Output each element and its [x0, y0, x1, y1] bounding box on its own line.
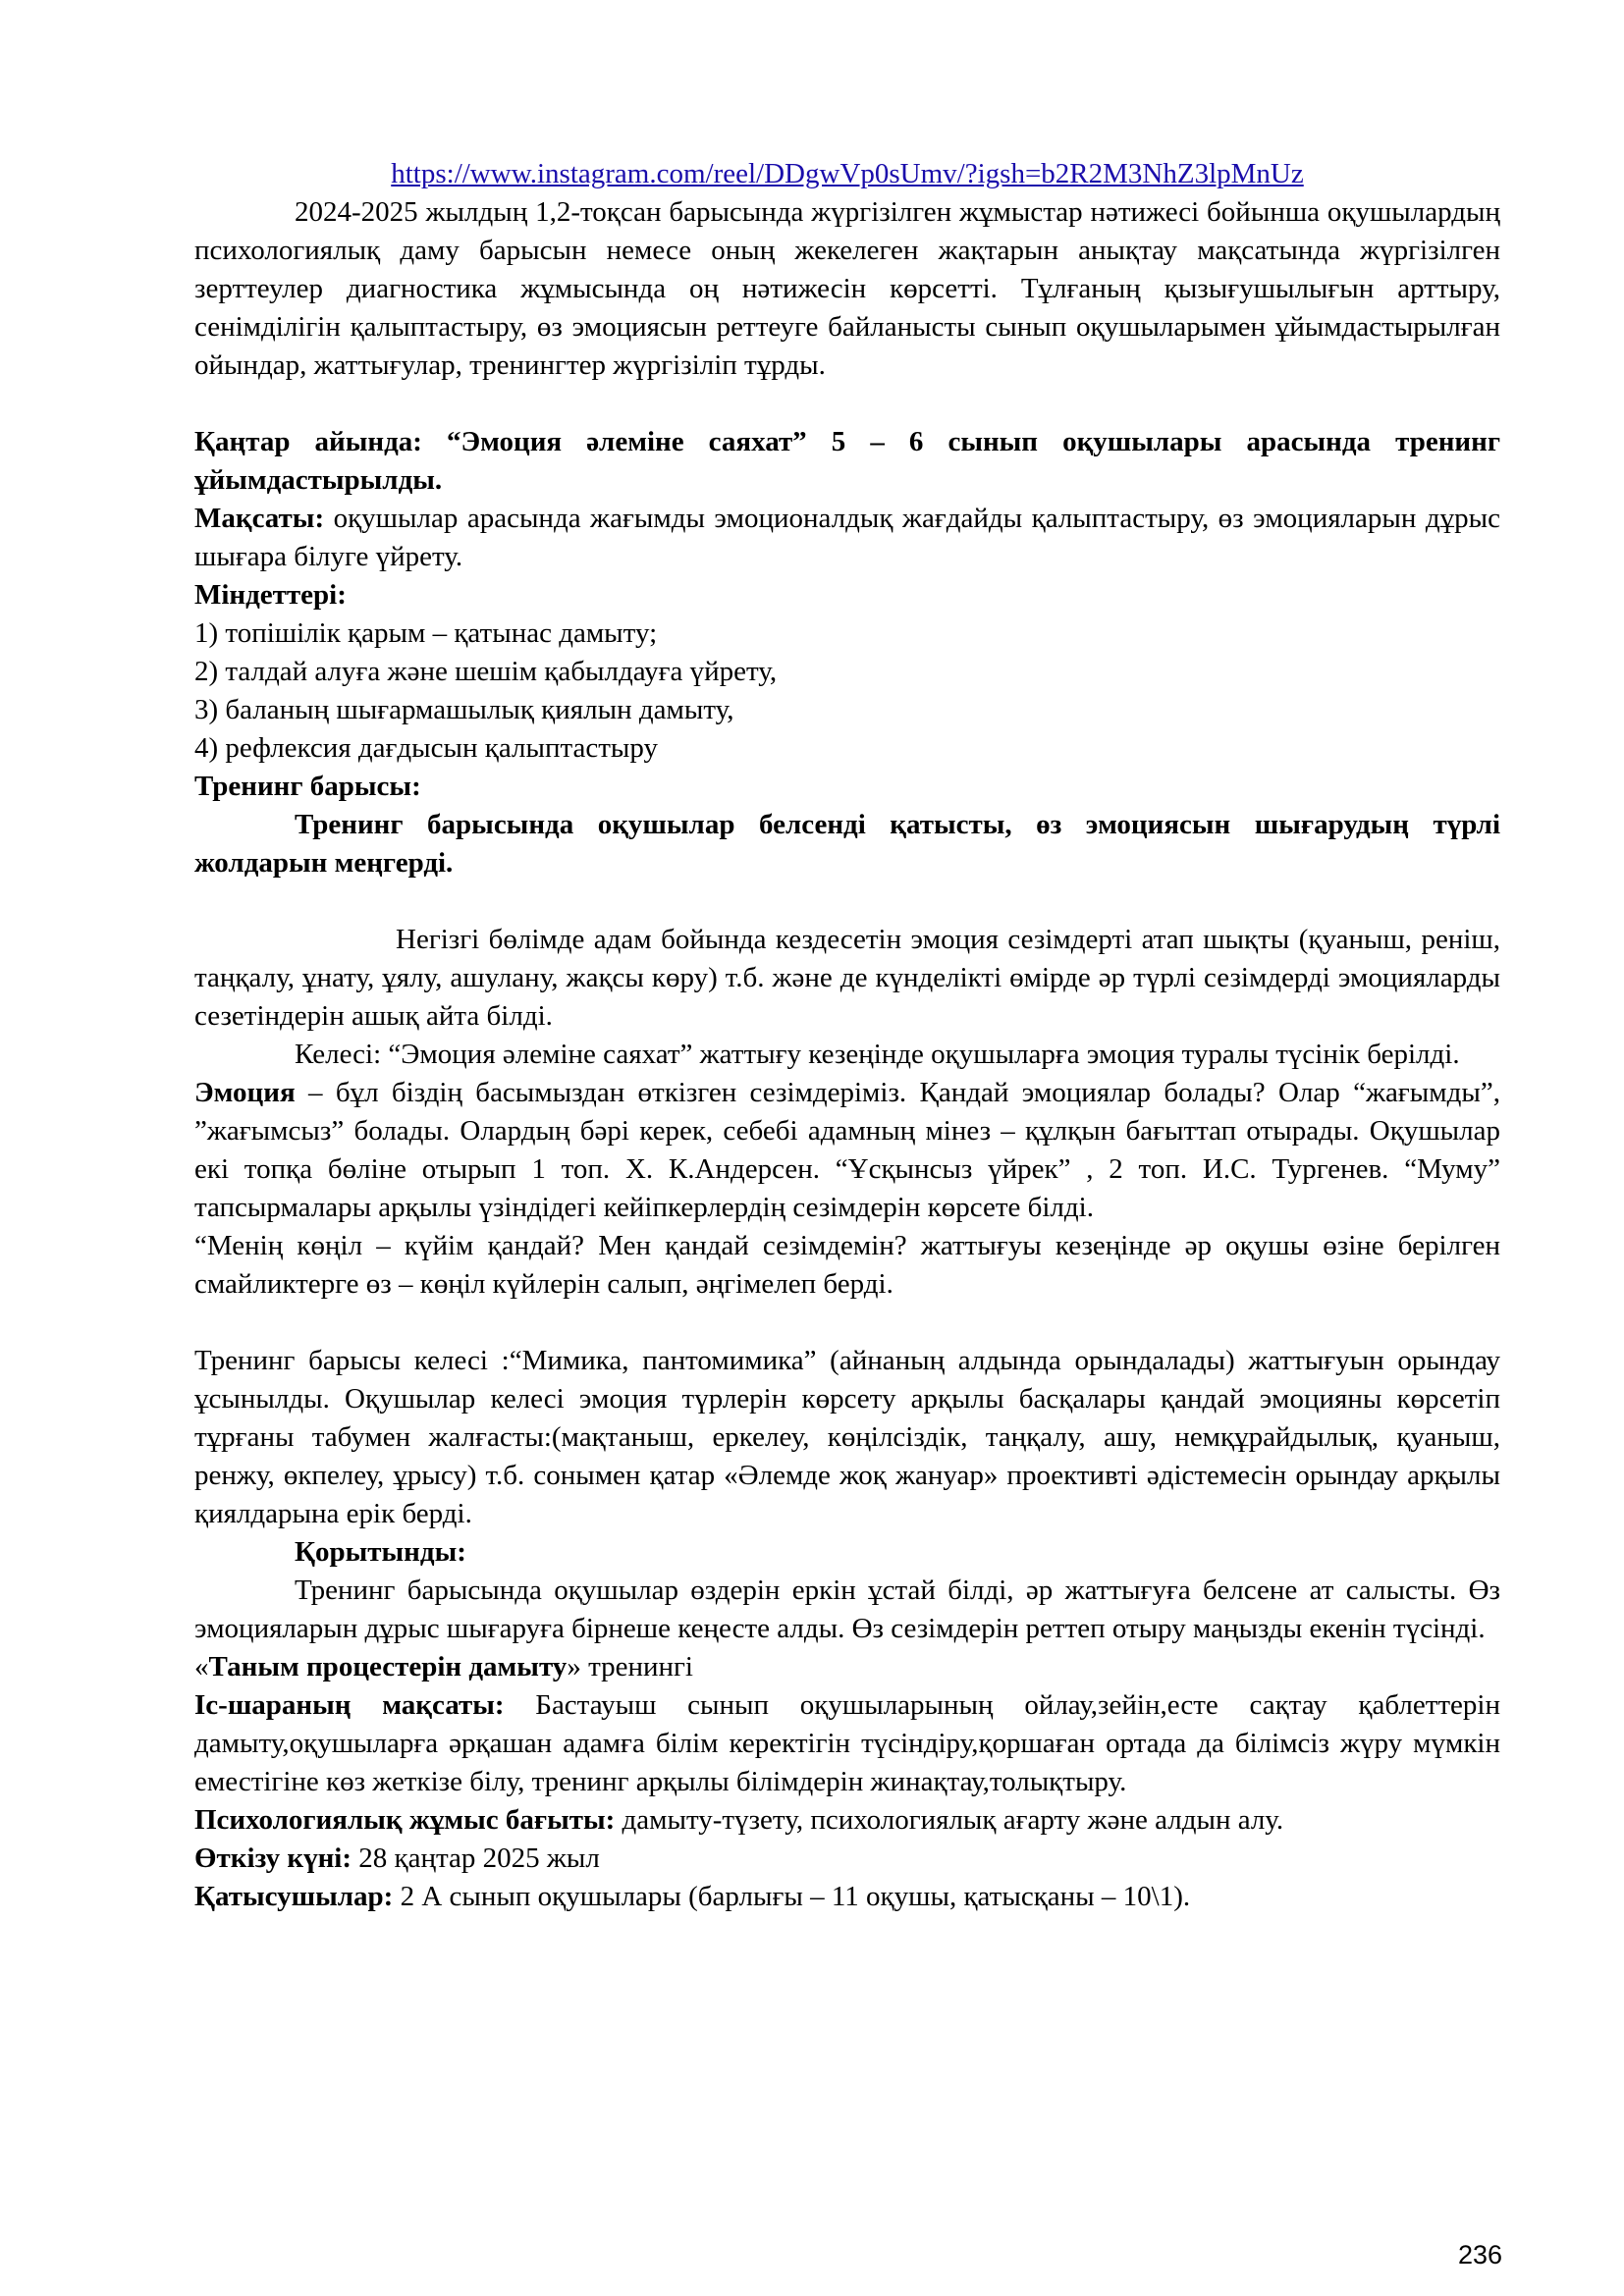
participants-paragraph — [194, 1878, 1500, 1916]
emotion-label: Эмоция — [194, 1077, 296, 1108]
direction-label: Психологиялық жұмыс бағыты: — [194, 1804, 616, 1836]
next-paragraph: Келесі: “Эмоция әлеміне саяхат” жаттығу кезеңінде оқушыларға эмоция туралы түсінік берілді. — [295, 1039, 1460, 1070]
emotion-paragraph — [194, 1074, 1500, 1227]
goal-paragraph — [194, 500, 1500, 576]
task-item: 3) баланың шығармашылық қиялын дамыту, — [194, 694, 734, 725]
date-label: Өткізу күні: — [194, 1842, 352, 1874]
process-text: Тренинг барысында оқушылар белсенді қатысты, өз эмоциясын шығарудың түрлі жолдарын меңгерді. — [194, 809, 1500, 879]
task-item: 2) талдай алуға және шешім қабылдауға үйрету, — [194, 656, 778, 687]
document-page — [194, 155, 1500, 1916]
process-label: Тренинг барысы: — [194, 771, 421, 802]
task-item: 1) топішілік қарым – қатынас дамыту; — [194, 617, 658, 649]
activity-goal-paragraph — [194, 1686, 1500, 1801]
training2-heading — [194, 1648, 1500, 1686]
task-item: 4) рефлексия дағдысын қалыптастыру — [194, 732, 659, 764]
emotion-text: – бұл біздің басымыздан өткізген сезімдеріміз. Қандай эмоциялар болады? Олар “жағымды”, ”жағымсыз” болады. Олардың бәрі керек, себебі адамның мінез – құлқын бағыттап отырады. Оқушылар екі топқа бөліне отырып 1 топ. Х. К.Андерсен. “Ұсқынсыз үйрек” , 2 топ. И.С. Тургенев. “Муму” тапсырмалары арқылы үзіндідегі кейіпкерлердің сезімдерін көрсете білді. — [194, 1077, 1500, 1223]
date-text: 28 қаңтар 2025 жыл — [352, 1842, 600, 1874]
conclusion-text: Тренинг барысында оқушылар өздерін еркін ұстай білді, әр жаттығуға белсене ат салысты. Өз эмоцияларын дұрыс шығаруға бірнеше кеңесте алды. Өз сезімдерін реттеп отыру маңызды екенін түсінді. — [194, 1575, 1500, 1644]
intro-paragraph: 2024-2025 жылдың 1,2-тоқсан барысында жүргізілген жұмыстар нәтижесі бойынша оқушылардың психологиялық даму барысын немесе оның жекелеген жақтарын анықтау мақсатында жүргізілген зерттеулер диагностика жұмысында оң нәтижесін көрсетті. Тұлғаның қызығушылығын арттыру, сенімділігін қалыптастыру, өз эмоциясын реттеуге байланысты сынып оқушыларымен ұйымдастырылған ойындар, жаттығулар, тренингтер жүргізіліп тұрды. — [194, 196, 1500, 381]
direction-paragraph — [194, 1801, 1500, 1840]
training2-suffix: » тренингі — [567, 1651, 693, 1682]
activity-goal-label: Іс-шараның мақсаты: — [194, 1689, 505, 1721]
mood-paragraph: “Менің көңіл – күйім қандай? Мен қандай сезімдемін? жаттығуы кезеңінде әр оқушы өзіне берілген смайликтерге өз – көңіл күйлерін салып, әңгімелеп берді. — [194, 1230, 1500, 1300]
direction-text: дамыту-түзету, психологиялық ағарту және алдын алу. — [615, 1804, 1284, 1836]
instagram-link[interactable]: https://www.instagram.com/reel/DDgwVp0sUmv/?igsh=b2R2M3NhZ3lpMnUz — [391, 158, 1304, 189]
january-heading: Қаңтар айында: “Эмоция әлеміне саяхат” 5 – 6 сынып оқушылары арасында тренинг ұйымдастырылды. — [194, 426, 1500, 496]
participants-text: 2 А сынып оқушылары (барлығы – 11 оқушы, қатысқаны – 10\1). — [393, 1881, 1191, 1912]
goal-text: оқушылар арасында жағымды эмоционалдық жағдайды қалыптастыру, өз эмоцияларын дұрыс шығара білуге үйрету. — [194, 503, 1500, 572]
tasks-label: Міндеттері: — [194, 579, 347, 611]
conclusion-label: Қорытынды: — [295, 1536, 466, 1568]
training2-open-quote: « — [194, 1651, 209, 1682]
training2-title: Таным процестерін дамыту — [208, 1651, 568, 1682]
date-paragraph — [194, 1840, 1500, 1878]
page-number: 236 — [1457, 2240, 1502, 2269]
participants-label: Қатысушылар: — [194, 1881, 394, 1912]
mimic-paragraph: Тренинг барысы келесі :“Мимика, пантомимика” (айнаның алдында орындалады) жаттығуын орындау ұсынылды. Оқушылар келесі эмоция түрлерін көрсету арқылы басқалары қандай эмоцияны көрсетіп тұрғаны табумен жалғасты:(мақтаныш, еркелеу, көңілсіздік, таңқалу, ашу, немқұрайдылық, қуаныш, ренжу, өкпелеу, ұрысу) т.б. сонымен қатар «Әлемде жоқ жануар» проективті әдістемесін орындау арқылы қиялдарына ерік берді. — [194, 1345, 1500, 1529]
goal-label: Мақсаты: — [194, 503, 325, 534]
main-part-paragraph: Негізгі бөлімде адам бойында кездесетін эмоция сезімдерті атап шықты (қуаныш, реніш, таңқалу, ұнату, ұялу, ашулану, жақсы көру) т.б. және де күнделікті өмірде әр түрлі сезімдерді эмоцияларды сезетіндерін ашық айта білді. — [194, 924, 1500, 1032]
activity-goal-text: Бастауыш сынып оқушыларының ойлау,зейін,есте сақтау қаблеттерін дамыту,оқушыларға әрқашан адамға білім керектігін түсіндіру,қоршаған ортада да білімсіз жүру мүмкін еместігіне көз жеткізе білу, тренинг арқылы білімдерін жинақтау,толықтыру. — [194, 1689, 1500, 1797]
